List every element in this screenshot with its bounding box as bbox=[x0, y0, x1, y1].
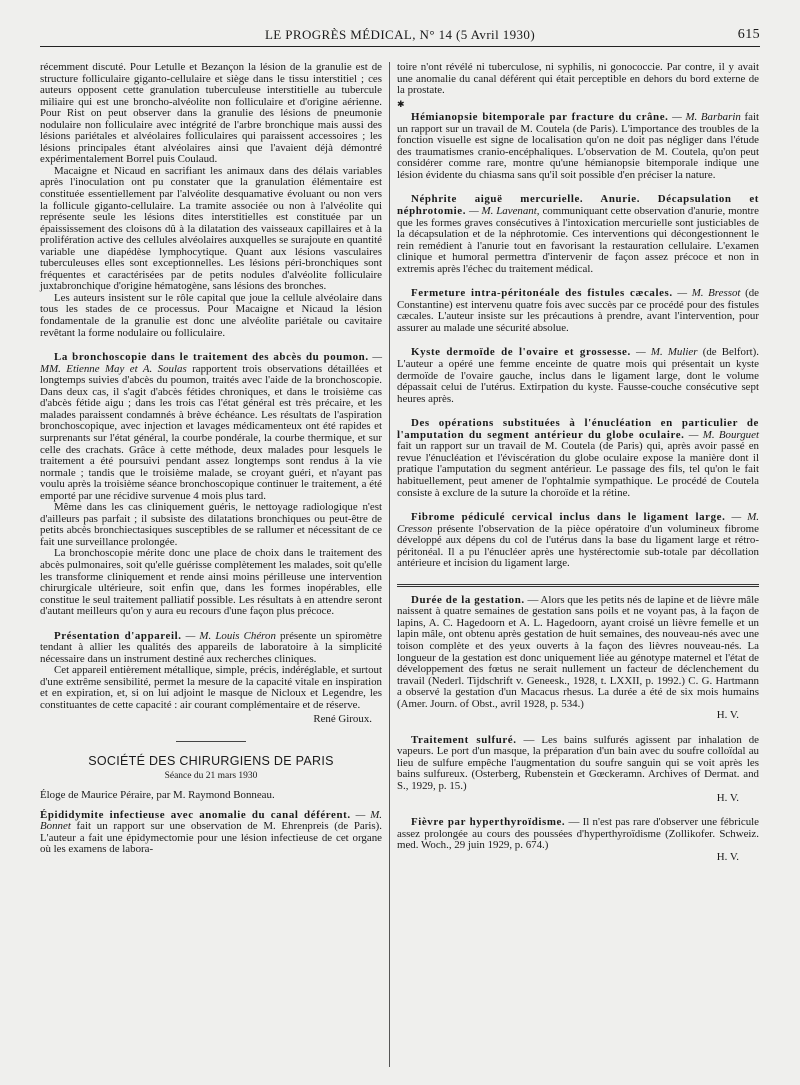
right-column bbox=[397, 62, 759, 863]
article-title: Présentation d'appareil. bbox=[54, 629, 182, 642]
article-body: — Alors que les petits nés de lapine et de lièvre mâle naissent à quatre semaines de gestation sans poils et ne voyant pas, à la façon de lapins, A. C. Hagedoorn et A. L. Hagedoorn, ayant croisé un lièvre femelle et un lapin mâle, ont obtenu après gestation de huit semaines, des nouveau-nés avec une toison complète et des yeux ouverts à la façon des lièvres nouveau-nés. La longueur de la gestation est donc uniquement liée au génotype maternel et l'état de développement des fœtus ne serait nullement un facteur de déclenchement du travail (Nederl. Tijdschrift v. Geneesk., 1928, t. LXXII, p. 1992.) C. G. Hartmann a observé la gestation d'un Macacus rhesus. La durée a été de six mois humains (Amer. Journ. of Obst., avril 1928, p. 534.) bbox=[397, 593, 760, 710]
article-body: (de Constantine) est intervenu quatre fois avec succès par ce procédé pour des fistules cæcales. L'auteur insiste sur les précautions à prendre, avant l'intervention, pour assurer au malade une sécurité absolue. bbox=[397, 287, 759, 334]
eloge-line: Éloge de Maurice Péraire, par M. Raymond Bonneau. bbox=[40, 789, 275, 802]
article-body: fait un rapport sur une observation de M. Ehrenpreis (de Paris). L'auteur a fait une épidymectomie pour une lésion infectieuse de cet organe où les examens de labora- bbox=[40, 820, 382, 856]
bronchoscopie-paragraph-3: La bronchoscopie mérite donc une place de choix dans le traitement des abcès pulmonaires, soit qu'elle guérisse complètement les malades, soit qu'elle les transforme cliniquement et rende ainsi moins périlleuse une intervention chirurgicale ultérieure, soit enfin que, dans les formes inopérables, elle constitue le seul traitement palliatif possible. Les résultats à en attendre seront d'autant meilleurs qu'on y aura eu recours d'une façon plus précoce. bbox=[40, 547, 382, 618]
running-header bbox=[40, 26, 760, 47]
article-title: Traitement sulfuré. bbox=[411, 733, 517, 746]
article-gestation bbox=[397, 595, 759, 710]
article-authors: — M. Bressot bbox=[677, 287, 741, 300]
granulie-paragraph-3: Les auteurs insistent sur le rôle capital que joue la cellule alvéolaire dans tous les stades de ce processus. Pour Macaigne et Nicaud la lésion fondamentale de la granulie est donc une alvéolite pariétale ou cavitaire revêtant la forme nodulaire ou folliculaire. bbox=[40, 291, 382, 339]
article-authors: — M. Barbarin bbox=[672, 111, 741, 124]
article-title: Fermeture intra-péritonéale des fistules cæcales. bbox=[411, 287, 673, 300]
article-title: Néphrite aiguë mercurielle. Anurie. Décapsulation et néphrotomie. bbox=[397, 193, 759, 218]
article-kyste bbox=[397, 347, 759, 405]
article-title: Des opérations substituées à l'énucléation en particulier de l'amputation du segment antérieur du globe oculaire. bbox=[397, 417, 759, 441]
author-initials: H. V. bbox=[716, 850, 739, 863]
granulie-paragraph-1: récemment discuté. Pour Letulle et Bezançon la lésion de la granulie est de structure folliculaire giganto-cellulaire et siège dans le tissu interstitiel ; ces auteurs opposent cette granulation tuberculeuse interstitielle au tubercule miliaire qui est une broncho-alvéolite non folliculaire et d'origine aérienne. Pour Rist on peut observer dans la granulie des lésions de pneumonie nodulaire non folliculaire avec intégrité de l'arbre bronchique mais aussi des lésions pariétales et alvéolaires folliculaires qui paraissent accessoires ; les lésions principales étant alvéolaires ainsi que l'avaient déjà démontré expérimentalement Borrel puis Coulaud. bbox=[40, 61, 382, 166]
article-title: Fièvre par hyperthyroïdisme. bbox=[411, 816, 566, 829]
session-date: Séance du 21 mars 1930 bbox=[164, 770, 258, 781]
article-title: La bronchoscopie dans le traitement des abcès du poumon. bbox=[54, 351, 369, 364]
article-bronchoscopie bbox=[40, 352, 382, 502]
article-fistules bbox=[397, 288, 759, 334]
epididymite-continuation: toire n'ont révélé ni tuberculose, ni syphilis, ni gonococcie. Par contre, il y avait une anomalie du canal déférent qui était perceptible en dehors du bord externe de la prostate. bbox=[397, 61, 759, 97]
article-nephrite bbox=[397, 194, 759, 275]
granulie-paragraph-2: Macaigne et Nicaud en sacrifiant les animaux dans des délais variables après l'inoculation ont pu constater que la granulation élémentaire est constituée essentiellement par l'alvéolite desquamative évoluant ou non vers la follicule giganto-cellulaire. La tramite associée ou non à l'alvéolite qui représente seule les lésions dites interstitielles est constituée par un épaississement des cloisons dû à la dilatation des vaisseaux capillaires et à la prolifération active des cellules alvéolaires auxquelles se surajoute en quantité variable une diapédèse lymphocytique. Quant aux lésions vasculaires tuberculeuses elles sont exceptionnelles. Les lésions péri-bronchiques sont fréquentes et caractérisées par de petits nodules d'alvéolite folliculaire juxtabronchique d'origine hématogène, sans lésions des bronches. bbox=[40, 164, 382, 293]
article-appareil bbox=[40, 631, 382, 666]
article-title: Durée de la gestation. bbox=[411, 593, 525, 606]
article-body: présente un spiromètre tendant à allier les qualités des appareils de laboratoire à la simplicité nécessaire dans un instrument destiné aux recherches cliniques. bbox=[40, 629, 382, 665]
section-separator bbox=[176, 741, 246, 742]
author-initials: H. V. bbox=[716, 791, 739, 804]
article-authors: — M. Cresson bbox=[397, 511, 759, 535]
author-signature: René Giroux. bbox=[313, 712, 372, 725]
article-authors: — M. Bourguet bbox=[688, 428, 759, 441]
article-fibrome bbox=[397, 512, 759, 570]
article-title: Kyste dermoïde de l'ovaire et grossesse. bbox=[411, 346, 631, 359]
article-body: — Les bains sulfurés agissent par inhalation de vapeurs. Le port d'un masque, la préparation d'un bain avec du soufre colloïdal au lieu de sulfure empêche l'augmentation du soufre sanguin qui se voit après les bains sulfureux. (Osterberg, Rubenstein et Gœckeramn. Archives of Dermat. and S., 1929, p. 15.) bbox=[397, 733, 759, 792]
article-body: rapportent trois observations détaillées et longtemps suivies d'abcès du poumon, traités avec l'aide de la bronchoscopie. Dans deux cas, il s'agit d'abcès fétides chroniques, et dans le troisième cas d'abcès fétide aigu ; dans les trois cas l'état général est très précaire, et les malades paraissent condamnés à brève échéance. Les résultats de l'aspiration bronchoscopique, avec injection et lavages médicamenteux ont été rapides et surprenants sur l'état général, la courbe pondérale, la courbe thermique, et sur celle des crachats. Grâce à cette méthode, deux malades pour lesquels le traitement a été poursuivi pendant assez longtemps sont rendus à la vie normale ; tandis que le troisième malade, se croyant guéri, et n'ayant pas voulu après la troisième séance bronchoscopique continuer le traitement, a été emporté par une récidive survenue 4 mois plus tard. bbox=[40, 362, 382, 502]
revue-presse bbox=[397, 595, 759, 863]
article-body: (de Belfort). L'auteur a opéré une femme enceinte de quatre mois qui présentait un kyste dermoïde de l'ovaire gauche, inclus dans le ligament large, dont le volume dépassait celui de l'utérus. Extirpation du kyste. Fausse-couche consécutive sept heures après. bbox=[397, 346, 759, 405]
page-number: 615 bbox=[737, 27, 760, 42]
appareil-paragraph-2: Cet appareil entièrement métallique, simple, précis, indéréglable, et surtout d'une extrême sensibilité, permet la mesure de la capacité vitale en inspiration et en expiration, et, si on lui adjoint le masque de Nicloux et Legendre, les constituantes de cette capacité : air courant complémentaire et de réserve. bbox=[40, 664, 382, 711]
article-hemianopsie bbox=[397, 112, 759, 181]
article-sulfure bbox=[397, 735, 759, 793]
author-initials: H. V. bbox=[716, 709, 739, 722]
article-title: Hémianopsie bitemporale par fracture du crâne. bbox=[411, 111, 669, 124]
article-authors: — M. Mulier bbox=[636, 346, 698, 359]
article-body: fait un rapport sur un travail de M. Coutela (de Paris) qui, après avoir passé en revue l'énucléation et l'éviscération du globe oculaire expose la manière dont il pratique l'amputation du segment antérieur. Le passage des fils, tel qu'on le fait habituellement, peut amener de l'ophtalmie sympathique. Le procédé de Coutela consiste à exclure de la suture la choroïde et la rétine. bbox=[397, 440, 759, 499]
journal-title: LE PROGRÈS MÉDICAL, N° 14 (5 Avril 1930) bbox=[264, 27, 536, 42]
article-epididymite bbox=[40, 810, 382, 856]
article-authors: — MM. Etienne May et A. Soulas bbox=[40, 351, 382, 375]
article-authors: — M. Bonnet bbox=[40, 808, 382, 833]
article-body: — Il n'est pas rare d'observer une fébricule assez prolongée au cours des poussées d'hyperthyroïdisme (Zollikofer. Schweiz. med. Woch., 29 juin 1929, p. 674.) bbox=[397, 816, 759, 852]
article-enucleation bbox=[397, 418, 759, 499]
double-rule-separator bbox=[397, 584, 759, 587]
bronchoscopie-paragraph-2: Même dans les cas cliniquement guéris, le nettoyage radiologique n'est d'ailleurs pas parfait ; il subsiste des dilatations bronchiques ou peut-être de petits abcès bronchiectasiques susceptibles de se rallumer et nécessitant de ce fait une surveillance prolongée. bbox=[40, 501, 382, 548]
article-authors: — M. Lavenant, bbox=[468, 205, 540, 218]
article-fievre bbox=[397, 817, 759, 852]
article-body: présente l'observation de la pièce opératoire d'un volumineux fibrome développé aux dépens du col de l'utérus dans la base du ligament large et rétro-péritonéal. Il a pu l'énucléer après une hystérectomie sub-totale par décollation antérieure et incision du ligament large. bbox=[397, 522, 759, 570]
left-column bbox=[40, 62, 382, 856]
article-body: communiquant cette observation d'anurie, montre que les formes graves consécutives à l'intoxication mercurielle sont justiciables de la décapsulation et de la néphrotomie. Ces interventions qui décongestionnent le rein remédient à l'anurie tout en favorisant la restauration cellulaire. L'examen clinique et humoral permettra d'intervenir de façon assez précoce et non in extremis après l'échec du traitement médical. bbox=[397, 205, 759, 275]
column-divider bbox=[389, 62, 390, 1067]
society-heading: SOCIÉTÉ DES CHIRURGIENS DE PARIS bbox=[88, 754, 334, 769]
article-body: fait un rapport sur un travail de M. Coutela (de Paris). L'importance des troubles de la fonction visuelle est signe de localisation qu'on ne doit pas négliger dans l'étude des traumatismes cranio-encéphaliques. L'observation de M. Coutela, qu'on peut considérer comme rare, montre qu'une hémianopsie bitemporale indique une lésion évidente du chiasma sans qu'il soit possible d'en préciser la nature. bbox=[397, 111, 759, 181]
section-mark: ✱ bbox=[397, 98, 405, 109]
article-title: Fibrome pédiculé cervical inclus dans le ligament large. bbox=[411, 511, 726, 524]
article-authors: — M. Louis Chéron bbox=[185, 629, 276, 642]
article-title: Épididymite infectieuse avec anomalie du canal déférent. bbox=[40, 808, 351, 821]
